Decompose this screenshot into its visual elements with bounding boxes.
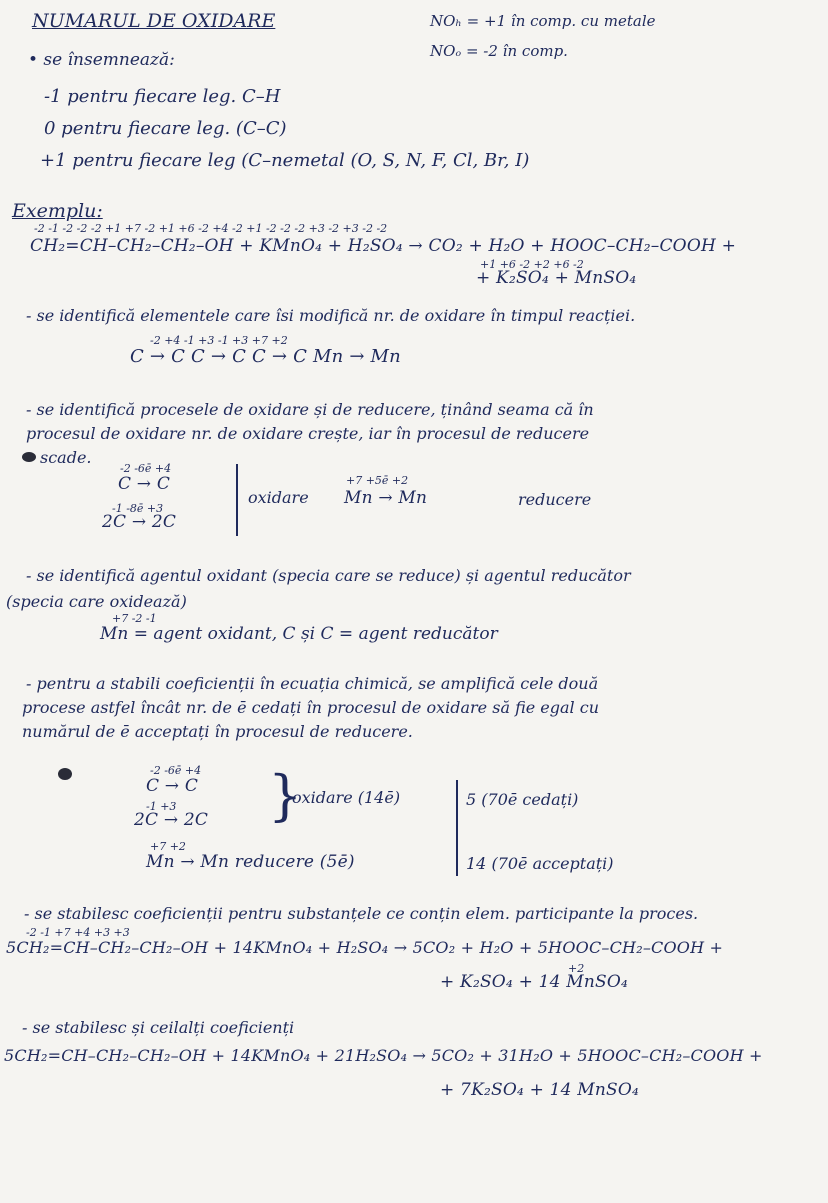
step5-text: - se stabilesc coeficienții pentru substanțele ce conțin elem. participante la proces.	[24, 904, 699, 923]
step4-a: C → C	[146, 776, 199, 796]
step2-oxidation-b: 2C → 2C	[102, 512, 177, 532]
step2-oxidation-a-numbers: -2 -6ē +4	[120, 462, 172, 475]
note-hydrogen: NOₕ = +1 în comp. cu metale	[430, 12, 656, 30]
step6-equation-line1: 5CH₂=CH–CH₂–CH₂–OH + 14KMnO₄ + 21H₂SO₄ → 5CO₂ + 31H₂O + 5HOOC–CH₂–COOH +	[4, 1046, 763, 1065]
step4-b: 2C → 2C	[134, 810, 209, 830]
step2-text-line1: - se identifică procesele de oxidare și de reducere, ținând seama că în	[26, 400, 594, 419]
example-oxidation-numbers-line2: +1 +6 -2 +2 +6 -2	[480, 258, 584, 271]
step4-text-line1: - pentru a stabili coeficienții în ecuația chimică, se amplifică cele două	[26, 674, 599, 693]
step4-reduction: Mn → Mn reducere (5ē)	[146, 852, 355, 872]
step4-oxidation-label: oxidare (14ē)	[292, 788, 401, 807]
step3-text-line1: - se identifică agentul oxidant (specia care se reduce) și agentul reducător	[26, 566, 631, 585]
step2-reduction-label: reducere	[518, 490, 592, 509]
step2-oxidation-label: oxidare	[248, 488, 309, 507]
step4-text-line2: procese astfel încât nr. de ē cedați în procesul de oxidare să fie egal cu	[22, 698, 600, 717]
step3-agents: Mn = agent oxidant, C și C = agent reducător	[100, 624, 498, 644]
step4-a-numbers: -2 -6ē +4	[150, 764, 202, 777]
step1-changes: C → C C → C C → C Mn → Mn	[130, 346, 401, 367]
rule-ch: -1 pentru fiecare leg. C–H	[44, 86, 281, 107]
note-oxygen: NOₒ = -2 în comp.	[430, 42, 568, 60]
divider-bar-2	[456, 780, 458, 876]
step2-reduction-numbers: +7 +5ē +2	[346, 474, 409, 487]
step1-oxidation-numbers: -2 +4 -1 +3 -1 +3 +7 +2	[150, 334, 288, 347]
step4-text-line3: numărul de ē acceptați în procesul de reducere.	[22, 722, 413, 741]
page-title: NUMARUL DE OXIDARE	[32, 10, 276, 32]
step1-text: - se identifică elementele care îsi modifică nr. de oxidare în timpul reacției.	[26, 306, 636, 325]
step2-oxidation-b-numbers: -1 -8ē +3	[112, 502, 164, 515]
rule-c-nonmetal: +1 pentru fiecare leg (C–nemetal (O, S, N, F, Cl, Br, I)	[40, 150, 530, 171]
step3-text-line2: (specia care oxidează)	[6, 592, 187, 611]
step5-oxidation-numbers: -2 -1 +7 +4 +3 +3	[26, 926, 130, 939]
step5-oxidation-numbers-line2: +2	[568, 962, 585, 975]
step2-text-line3: scade.	[40, 448, 92, 467]
example-equation-line1: CH₂=CH–CH₂–CH₂–OH + KMnO₄ + H₂SO₄ → CO₂ + H₂O + HOOC–CH₂–COOH +	[30, 236, 737, 256]
step2-reduction: Mn → Mn	[344, 488, 428, 508]
step4-multiplier-reduction: 14 (70ē acceptați)	[466, 854, 614, 873]
step2-oxidation-a: C → C	[118, 474, 171, 494]
step4-b-numbers: -1 +3	[146, 800, 177, 813]
ink-blot	[22, 452, 36, 462]
step5-equation-line2: + K₂SO₄ + 14 MnSO₄	[440, 972, 629, 992]
step6-text: - se stabilesc și ceilalți coeficienți	[22, 1018, 295, 1037]
step5-equation-line1: 5CH₂=CH–CH₂–CH₂–OH + 14KMnO₄ + H₂SO₄ → 5CO₂ + H₂O + 5HOOC–CH₂–COOH +	[6, 938, 724, 957]
step3-oxidation-numbers: +7 -2 -1	[112, 612, 157, 625]
step2-text-line2: procesul de oxidare nr. de oxidare crește, iar în procesul de reducere	[26, 424, 590, 443]
step4-reduction-numbers: +7 +2	[150, 840, 186, 853]
divider-bar	[236, 464, 238, 536]
rule-cc: 0 pentru fiecare leg. (C–C)	[44, 118, 287, 139]
example-oxidation-numbers: -2 -1 -2 -2 -2 +1 +7 -2 +1 +6 -2 +4 -2 +1 -2 -2 -2 +3 -2 +3 -2 -2	[34, 222, 388, 235]
example-heading: Exemplu:	[12, 200, 103, 222]
example-equation-line2: + K₂SO₄ + MnSO₄	[476, 268, 637, 288]
step6-equation-line2: + 7K₂SO₄ + 14 MnSO₄	[440, 1080, 640, 1100]
rules-intro: • se însemnează:	[28, 50, 175, 70]
ink-blot-2	[58, 768, 72, 780]
step4-multiplier-oxidation: 5 (70ē cedați)	[466, 790, 579, 809]
brace: }	[268, 764, 303, 827]
